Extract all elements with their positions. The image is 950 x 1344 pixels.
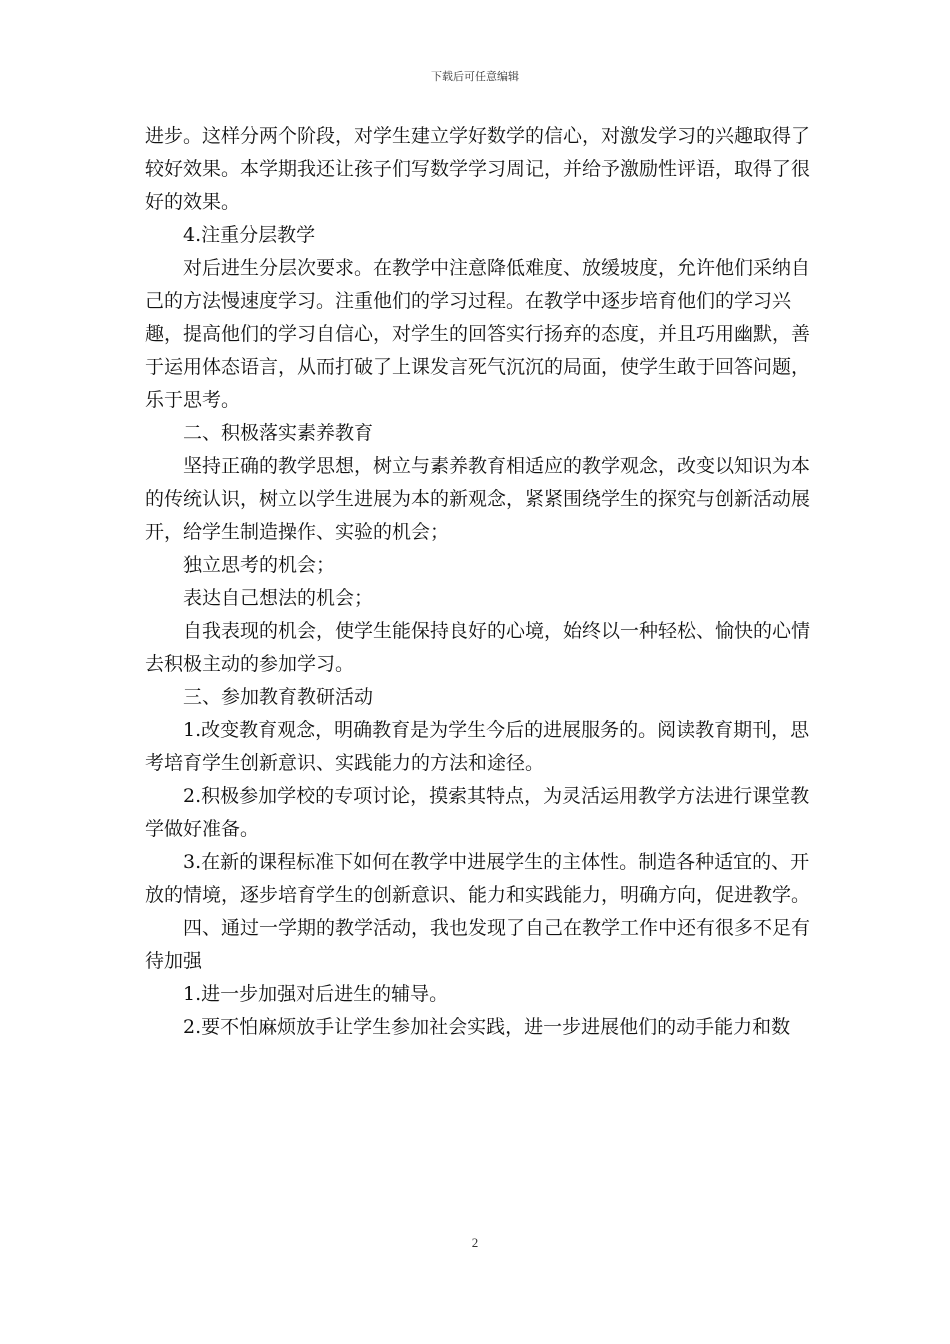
list-item: 3.在新的课程标准下如何在教学中进展学生的主体性。制造各种适宜的、开放的情境，逐步培育学生的创新意识、能力和实践能力，明确方向，促进教学。 <box>145 851 811 906</box>
paragraph: 对后进生分层次要求。在教学中注意降低难度、放缓坡度，允许他们采纳自己的方法慢速度学习。注重他们的学习过程。在教学中逐步培育他们的学习兴趣，提高他们的学习自信心，对学生的回答实行扬弃的态度，并且巧用幽默，善于运用体态语言，从而打破了上课发言死气沉沉的局面，使学生敢于回答问题，乐于思考。 <box>145 257 811 411</box>
section-heading: 四、通过一学期的教学活动，我也发现了自己在教学工作中还有很多不足有待加强 <box>145 917 811 972</box>
paragraph: 坚持正确的教学思想，树立与素养教育相适应的教学观念，改变以知识为本的传统认识，树立以学生进展为本的新观念，紧紧围绕学生的探究与创新活动展开，给学生制造操作、实验的机会； <box>145 455 811 543</box>
section-heading: 二、积极落实素养教育 <box>183 422 374 444</box>
page-number: 2 <box>471 1235 479 1250</box>
section-heading: 三、参加教育教研活动 <box>183 686 374 708</box>
paragraph: 自我表现的机会，使学生能保持良好的心境，始终以一种轻松、愉快的心情去积极主动的参加学习。 <box>145 620 811 675</box>
paragraph: 表达自己想法的机会； <box>183 587 374 609</box>
document-body <box>145 120 815 1044</box>
list-item: 2.积极参加学校的专项讨论，摸索其特点，为灵活运用教学方法进行课堂教学做好准备。 <box>145 785 810 840</box>
list-item: 2.要不怕麻烦放手让学生参加社会实践，进一步进展他们的动手能力和数 <box>183 1016 791 1038</box>
page-header: 下载后可任意编辑 <box>431 70 519 83</box>
paragraph: 进步。这样分两个阶段，对学生建立学好数学的信心，对激发学习的兴趣取得了较好效果。本学期我还让孩子们写数学学习周记，并给予激励性评语，取得了很好的效果。 <box>145 125 811 213</box>
list-item: 1.进一步加强对后进生的辅导。 <box>183 983 449 1005</box>
section-subheading: 4.注重分层教学 <box>183 224 316 246</box>
paragraph: 独立思考的机会； <box>183 554 336 576</box>
list-item: 1.改变教育观念，明确教育是为学生今后的进展服务的。阅读教育期刊，思考培育学生创新意识、实践能力的方法和途径。 <box>145 719 810 774</box>
